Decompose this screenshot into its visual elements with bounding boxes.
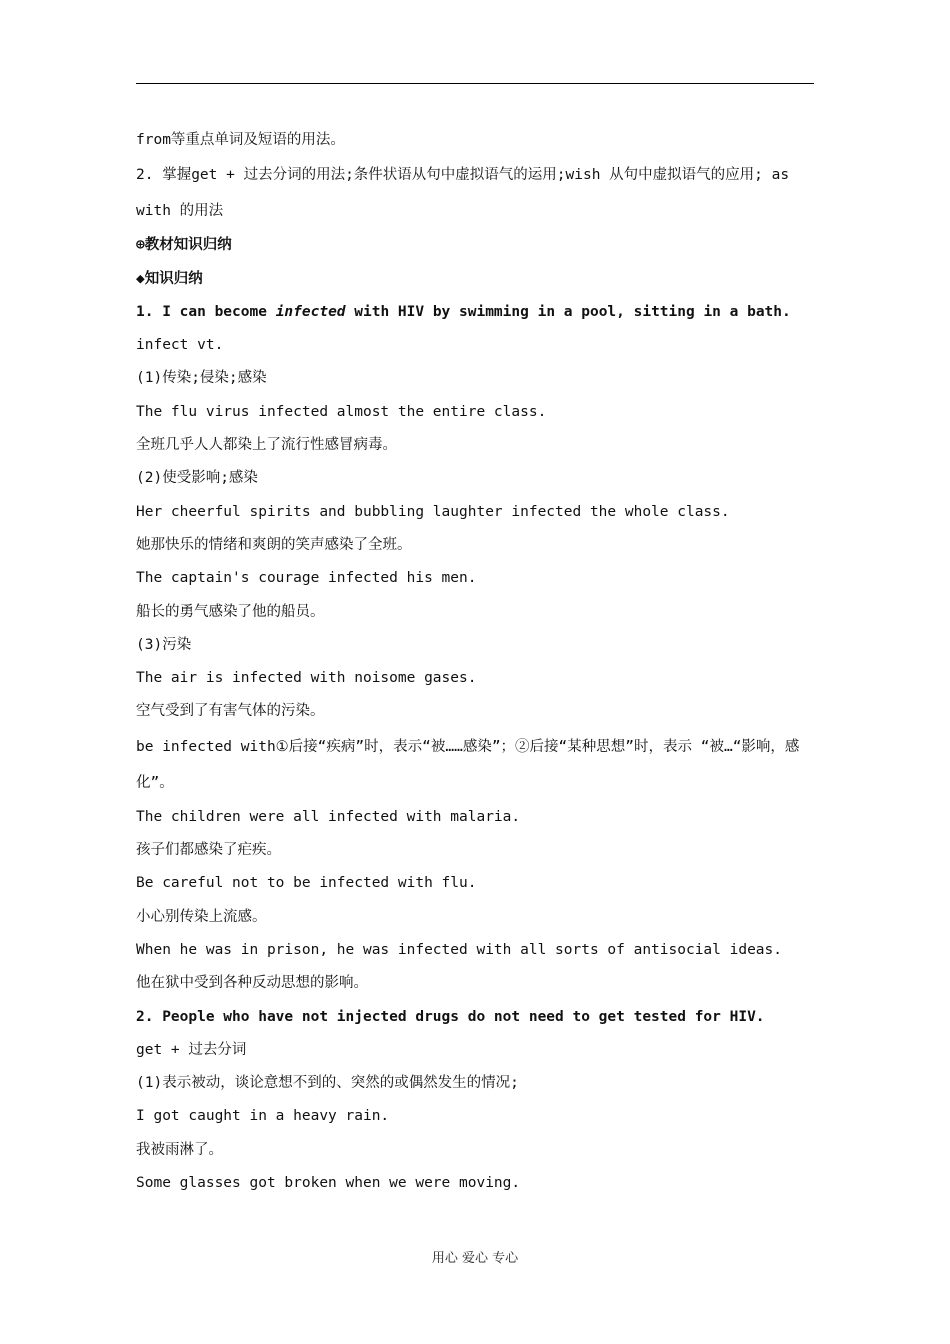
example-zh: 我被雨淋了。 xyxy=(136,1141,223,1158)
vocab-entry: get + 过去分词 xyxy=(136,1041,247,1058)
example-en: Her cheerful spirits and bubbling laughter infected the whole class. xyxy=(136,503,730,520)
example-zh: 空气受到了有害气体的污染。 xyxy=(136,703,325,720)
sense-heading: (1)表示被动，谈论意想不到的、突然的或偶然发生的情况; xyxy=(136,1075,519,1092)
objective-2: 2. 掌握get + 过去分词的用法;条件状语从句中虚拟语气的运用;wish 从句中虚拟语气的应用; as with 的用法 xyxy=(136,167,790,220)
sense-heading: (3)污染 xyxy=(136,636,192,653)
key-sentence-1-post: with HIV by swimming in a pool, sitting in a bath. xyxy=(345,303,791,320)
text-line: from等重点单词及短语的用法。 xyxy=(136,132,345,148)
example-en: The children were all infected with malaria. xyxy=(136,808,521,825)
sense-heading: (1)传染;侵染;感染 xyxy=(136,370,267,387)
key-sentence-1-pre: 1. I can become xyxy=(136,303,276,320)
vocab-entry: infect vt. xyxy=(136,337,224,354)
example-zh: 小心别传染上流感。 xyxy=(136,908,267,925)
example-en: When he was in prison, he was infected with all sorts of antisocial ideas. xyxy=(136,941,783,958)
example-en: The captain's courage infected his men. xyxy=(136,570,477,587)
section-heading: ⊕教材知识归纳 xyxy=(136,237,232,254)
example-en: Be careful not to be infected with flu. xyxy=(136,875,477,892)
example-zh: 全班几乎人人都染上了流行性感冒病毒。 xyxy=(136,437,397,454)
header-rule xyxy=(136,83,814,84)
example-zh: 船长的勇气感染了他的船员。 xyxy=(136,603,325,620)
example-zh: 她那快乐的情绪和爽朗的笑声感染了全班。 xyxy=(136,536,412,553)
key-sentence-1 xyxy=(136,296,816,329)
document-body xyxy=(136,124,816,1200)
example-en: The air is infected with noisome gases. xyxy=(136,670,477,687)
subsection-heading: ◆知识归纳 xyxy=(136,270,203,287)
example-en: I got caught in a heavy rain. xyxy=(136,1108,390,1125)
sense-heading: (2)使受影响;感染 xyxy=(136,470,258,487)
key-sentence-1-em: infected xyxy=(275,303,346,320)
key-sentence-2: 2. People who have not injected drugs do not need to get tested for HIV. xyxy=(136,1008,765,1025)
usage-note: be infected with①后接“疾病”时，表示“被……感染”；②后接“某种思想”时，表示 “被…“影响，感化”。 xyxy=(136,738,800,791)
example-zh: 孩子们都感染了疟疾。 xyxy=(136,842,281,859)
page-footer: 用心 爱心 专心 xyxy=(431,1251,519,1266)
example-en: Some glasses got broken when we were moving. xyxy=(136,1175,521,1192)
example-zh: 他在狱中受到各种反动思想的影响。 xyxy=(136,975,368,992)
example-en: The flu virus infected almost the entire class. xyxy=(136,403,547,420)
